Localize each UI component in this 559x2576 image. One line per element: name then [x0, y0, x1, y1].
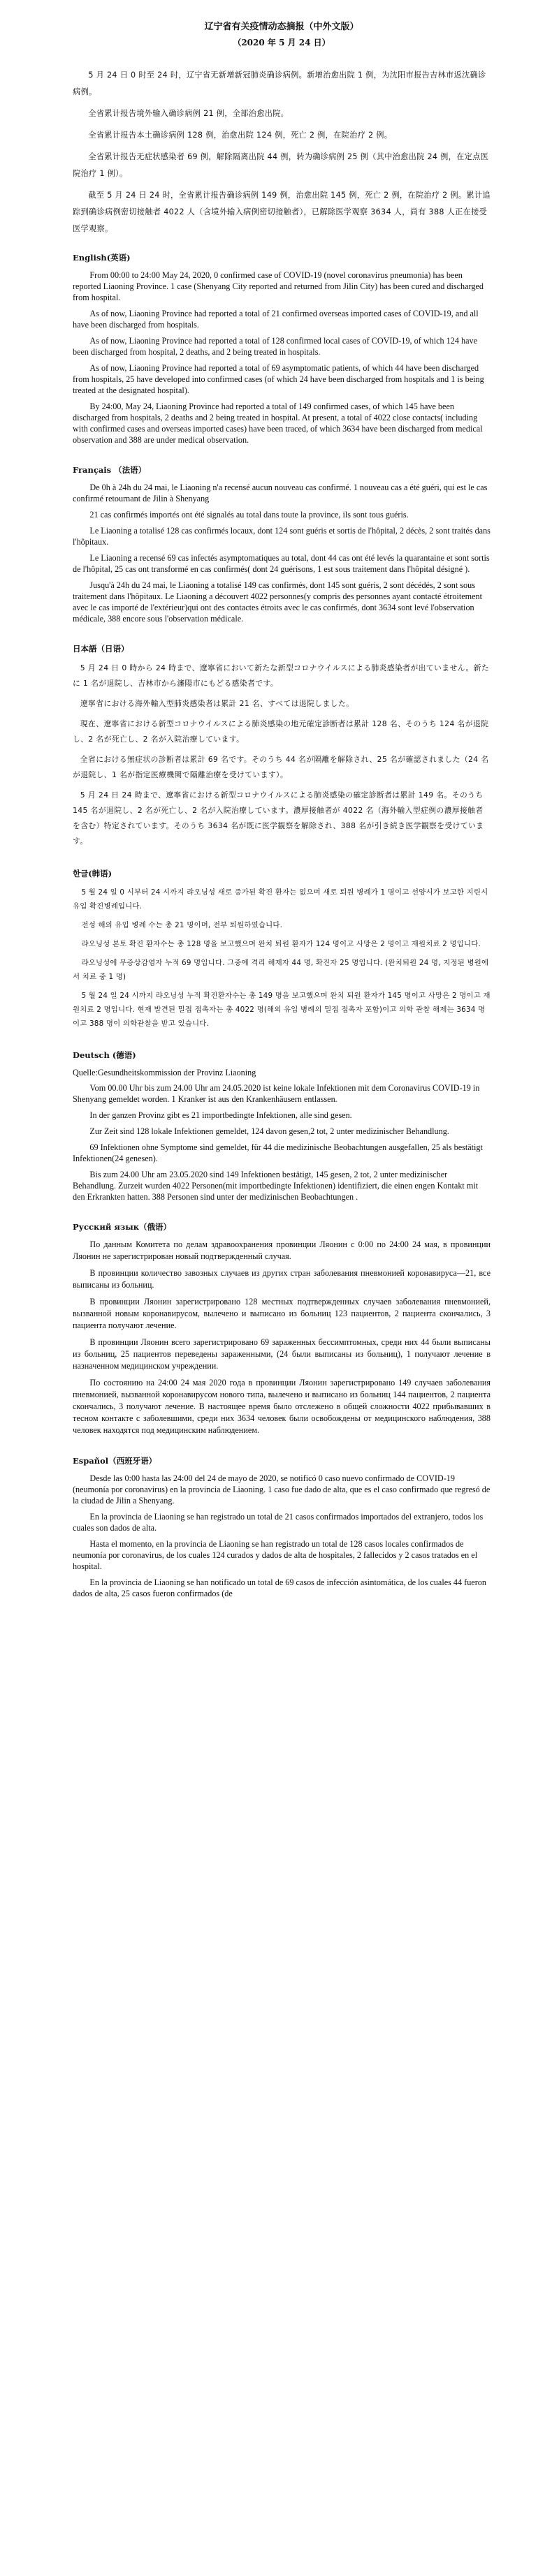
- ru-paragraph-5: По состоянию на 24:00 24 мая 2020 года в провинции Ляонин зарегистрировано 149 случаев заболевания пневмонией, вызванной коронавирусом нового типа, вылечено и выписано из больниц 144 пациентов, 2 пациента скончались, 3 получают лечение. В настоящее время было отслежено в общей сложности 4022 прибывавших в тесном контакте с заболевшими, среди них 3634 человек были освобождены от медицинского наблюдения, 388 человек находятся под медицинским наблюдением.: [73, 1378, 491, 1435]
- german-heading: Deutsch (德语): [73, 1050, 136, 1060]
- es-paragraph-1: Desde las 0:00 hasta las 24:00 del 24 de mayo de 2020, se notificó 0 caso nuevo confirmado de COVID-19 (neumonía por coronavirus) en la provincia de Liaoning. 1 caso fue dado de alta, que es el caso confirmado que regresó de la ciudad de Jilin a Shenyang.: [73, 1473, 491, 1506]
- ru-paragraph-3: В провинции Ляонин зарегистрировано 128 местных подтвержденных случаев заболевания пневмонией, вызванной новым коронавирусом, вылечено и выписано из больниц 123 пациентов, 2 пациента скончались, 3 пациента получают лечение.: [73, 1297, 491, 1330]
- ko-paragraph-5: 5 월 24 일 24 시까지 랴오닝성 누적 확진환자수는 총 149 명을 보고했으며 완치 퇴원 환자가 145 명이고 사망은 2 명이고 재원치료 2 명입니다. 현재 발견된 밀접 접촉자는 총 4022 명(해외 유입 병례의 밀접 접촉자 포함)이고 의학 관찰 해제는 3634 명이고 388 명이 의학관찰을 받고 있습니다.: [73, 992, 491, 1028]
- en-paragraph-4: As of now, Liaoning Province had reported a total of 69 asymptomatic patients, of which 44 have been discharged from hospitals, 25 have developed into confirmed cases (of which 24 have been discharged from hospitals and 1 is being treated at the designated hospital).: [73, 363, 484, 395]
- ru-paragraph-2: В провинции количество завозных случаев из других стран заболевания пневмонией коронавируса—21, все выписаны из больниц.: [73, 1268, 491, 1290]
- ko-paragraph-3: 랴오닝성 본토 확진 환자수는 총 128 명을 보고했으며 완치 퇴원 환자가 124 명이고 사망은 2 명이고 재원치료 2 명입니다.: [81, 940, 481, 948]
- ru-paragraph-1: По данным Комитета по делам здравоохранения провинции Ляонин с 0:00 по 24:00 24 мая, в провинции Ляонин не зарегистрирован новый подтвержденный случая.: [73, 1239, 491, 1261]
- en-paragraph-5: By 24:00, May 24, Liaoning Province had reported a total of 149 confirmed cases, of which 145 have been discharged from hospitals, 2 deaths and 2 being treated in hospital. At present, a total of 4022 close contacts( including with confirmed cases and overseas imported cases) have been traced, of which 3634 have been discharged from medical observation and 388 are under medical observation.: [73, 402, 483, 445]
- ja-paragraph-2: 遼寧省における海外輸入型肺炎感染者は累計 21 名、すべては退院しました。: [80, 699, 354, 708]
- zh-paragraph-1: 5 月 24 日 0 时至 24 时，辽宁省无新增新冠肺炎确诊病例。新增治愈出院 1 例，为沈阳市报告吉林市返沈确诊病例。: [73, 71, 486, 96]
- document-title: 辽宁省有关疫情动态摘报（中外文版）: [204, 22, 359, 32]
- de-paragraph-3: Zur Zeit sind 128 lokale Infektionen gemeldet, 124 davon gesen,2 tot, 2 unter medizinischer Behandlung.: [89, 1126, 449, 1136]
- de-paragraph-2: In der ganzen Provinz gibt es 21 importbedingte Infektionen, alle sind gesen.: [89, 1110, 352, 1120]
- en-paragraph-2: As of now, Liaoning Province had reported a total of 21 confirmed overseas imported cases of COVID-19, and all have been discharged from hospitals.: [73, 309, 479, 330]
- de-paragraph-5: Bis zum 24.00 Uhr am 23.05.2020 sind 149 Infektionen bestätigt, 145 gesen, 2 tot, 2 unter medizinischer Behandlung. Zurzeit wurden 4022 Personen(mit importbedingte Infektionen) identifiziert, die einen engen Kontakt mit den Erkrankten hatten. 388 Personen sind unter der medizinischen Beobachtungen .: [73, 1170, 479, 1202]
- ko-paragraph-2: 전성 해외 유입 병례 수는 총 21 명이며, 전부 퇴원하였습니다.: [81, 921, 283, 929]
- german-source-line: Quelle:Gesundheitskommission der Provinz Liaoning: [73, 1068, 256, 1077]
- en-paragraph-1: From 00:00 to 24:00 May 24, 2020, 0 confirmed case of COVID-19 (novel coronavirus pneumonia) has been reported Liaoning Province. 1 case (Shenyang City reported and returned from Jilin City) has been cured and discharged from hospital.: [73, 270, 484, 302]
- russian-heading: Русский язык（俄语）: [73, 1222, 172, 1232]
- zh-paragraph-3: 全省累计报告本土确诊病例 128 例，治愈出院 124 例，死亡 2 例，在院治疗 2 例。: [88, 131, 393, 140]
- zh-paragraph-5: 截至 5 月 24 日 24 时，全省累计报告确诊病例 149 例，治愈出院 145 例，死亡 2 例，在院治疗 2 例。累计追踪到确诊病例密切接触者 4022 人（含境外输入病例密切接触者），已解除医学观察 3634 人，尚有 388 人正在接受医学观察。: [73, 191, 491, 233]
- zh-paragraph-4: 全省累计报告无症状感染者 69 例，解除隔离出院 44 例，转为确诊病例 25 例（其中治愈出院 24 例，在定点医院治疗 1 例）。: [73, 152, 489, 178]
- section-chinese: [73, 67, 491, 237]
- section-german: [73, 1049, 491, 1202]
- section-french: [73, 464, 491, 624]
- zh-paragraph-2: 全省累计报告境外输入确诊病例 21 例，全部治愈出院。: [88, 109, 289, 118]
- fr-paragraph-1: De 0h à 24h du 24 mai, le Liaoning n'a recensé aucun nouveau cas confirmé. 1 nouveau cas a été guéri, qui est le cas confirmé retournant de Jilin à Shenyang: [73, 483, 488, 503]
- es-paragraph-3: Hasta el momento, en la provincia de Liaoning se han registrado un total de 128 casos locales confirmados de neumonía por coronavirus, de los cuales 124 curados y dados de alta de hospitales, 2 fallecidos y 2 casos tratados en el hospital.: [73, 1539, 478, 1571]
- de-paragraph-4: 69 Infektionen ohne Symptome sind gemeldet, für 44 die medizinische Beobachtungen ausgefallen, 25 als bestätigt Infektionen(24 genesen).: [73, 1142, 483, 1163]
- document-date: （2020 年 5 月 24 日）: [233, 38, 331, 47]
- section-korean: [73, 867, 491, 1031]
- spanish-heading: Español（西班牙语）: [73, 1456, 157, 1466]
- french-heading: Français （法语）: [73, 465, 147, 475]
- korean-heading: 한글(韩语): [73, 869, 112, 878]
- fr-paragraph-2: 21 cas confirmés importés ont été signalés au total dans toute la province, ils sont tous guéris.: [89, 510, 409, 520]
- ja-paragraph-5: 5 月 24 日 24 時まで、遼寧省における新型コロナウイルスによる肺炎感染の確定診断者は累計 149 名。そのうち 145 名が退院し、2 名が死亡し、2 名が入院治療しています。濃厚接触者が 4022 名（海外輸入型症例の濃厚接触者を含む）特定されています。そのうち 3634 名が既に医学観察を解除され、388 名が引き続き医学観察を受けています。: [73, 790, 484, 846]
- de-paragraph-1: Vom 00.00 Uhr bis zum 24.00 Uhr am 24.05.2020 ist keine lokale Infektionen mit dem Coronavirus COVID-19 in Shenyang gemeldet worden. 1 Kranker ist aus den Krankenhäusern entlassen.: [73, 1083, 480, 1104]
- fr-paragraph-3: Le Liaoning a totalisé 128 cas confirmés locaux, dont 124 sont guéris et sortis de l'hôpital, 2 décès, 2 sont traités dans l'hôpitaux.: [73, 526, 491, 547]
- section-russian: [73, 1221, 491, 1436]
- ko-paragraph-4: 랴오닝성에 무증상감염자 누적 69 명입니다. 그중에 격리 해제자 44 명, 확진자 25 명입니다. (완치퇴원 24 명, 지정된 병원에서 치료 중 1 명): [73, 959, 489, 981]
- ja-paragraph-4: 全省における無症状の診断者は累計 69 名です。そのうち 44 名が隔離を解除され、25 名が確認されました（24 名が退院し、1 名が指定医療機関で隔離治療を受けています）。: [73, 755, 489, 779]
- es-paragraph-4: En la provincia de Liaoning se han notificado un total de 69 casos de infección asintomática, de los cuales 44 fueron dados de alta, 25 casos fueron confirmados (de: [73, 1577, 486, 1598]
- japanese-heading: 日本語（日语）: [73, 644, 129, 654]
- es-paragraph-2: En la provincia de Liaoning se han registrado un total de 21 casos confirmados importados del extranjero, todos los cuales son dados de alta.: [73, 1512, 484, 1533]
- section-japanese: [73, 642, 491, 849]
- ja-paragraph-3: 現在、遼寧省における新型コロナウイルスによる肺炎感染の地元確定診断者は累計 128 名、そのうち 124 名が退院し、2 名が死亡し、2 名が入院治療しています。: [73, 719, 489, 744]
- section-english: [73, 251, 491, 446]
- en-paragraph-3: As of now, Liaoning Province had reported a total of 128 confirmed local cases of COVID-19, of which 124 have been discharged from hospital, 2 deaths, and 2 being treated in hospitals.: [73, 336, 477, 357]
- ja-paragraph-1: 5 月 24 日 0 時から 24 時まで、遼寧省において新たな新型コロナウイルスによる肺炎感染者が出ていません。新たに 1 名が退院し、吉林市から瀋陽市にもどる感染者です。: [73, 663, 490, 688]
- ru-paragraph-4: В провинции Ляонин всего зарегистрировано 69 зараженных бессимптомных, среди них 44 были выписаны из больниц, 25 пациентов переведены зараженными, (24 были выписаны из больниц), 1 получают лечение в назначенном медицинском учреждении.: [73, 1337, 491, 1371]
- english-heading: English(英语): [73, 253, 131, 263]
- ko-paragraph-1: 5 월 24 일 0 시부터 24 시까지 랴오닝성 새로 증가된 확진 환자는 없으며 새로 퇴원 병례가 1 명이고 선양시가 보고한 지린시 유입 확진병례입니다.: [73, 888, 488, 911]
- section-spanish: [73, 1455, 491, 1599]
- fr-paragraph-4: Le Liaoning a recensé 69 cas infectés asymptomatiques au total, dont 44 cas ont été levés la quarantaine et sont sortis de l'hôpital, 25 cas ont transformé en cas confirmés( dont 24 guérisons, 1 est sous traitement dans l'hôpital désigné ).: [73, 553, 490, 574]
- fr-paragraph-5: Jusqu'à 24h du 24 mai, le Liaoning a totalisé 149 cas confirmés, dont 145 sont guéris, 2 sont décédés, 2 sont sous traitement dans l'hôpitaux. Le Liaoning a découvert 4022 personnes(y compris des personnes ayant contacté étroitement avec le cas importé de l'extérieur)qui ont des contactes étroits avec le cas confirmés, dont 3634 sont levé l'observation médicale, 388 encore sous l'observation médicale.: [73, 580, 482, 624]
